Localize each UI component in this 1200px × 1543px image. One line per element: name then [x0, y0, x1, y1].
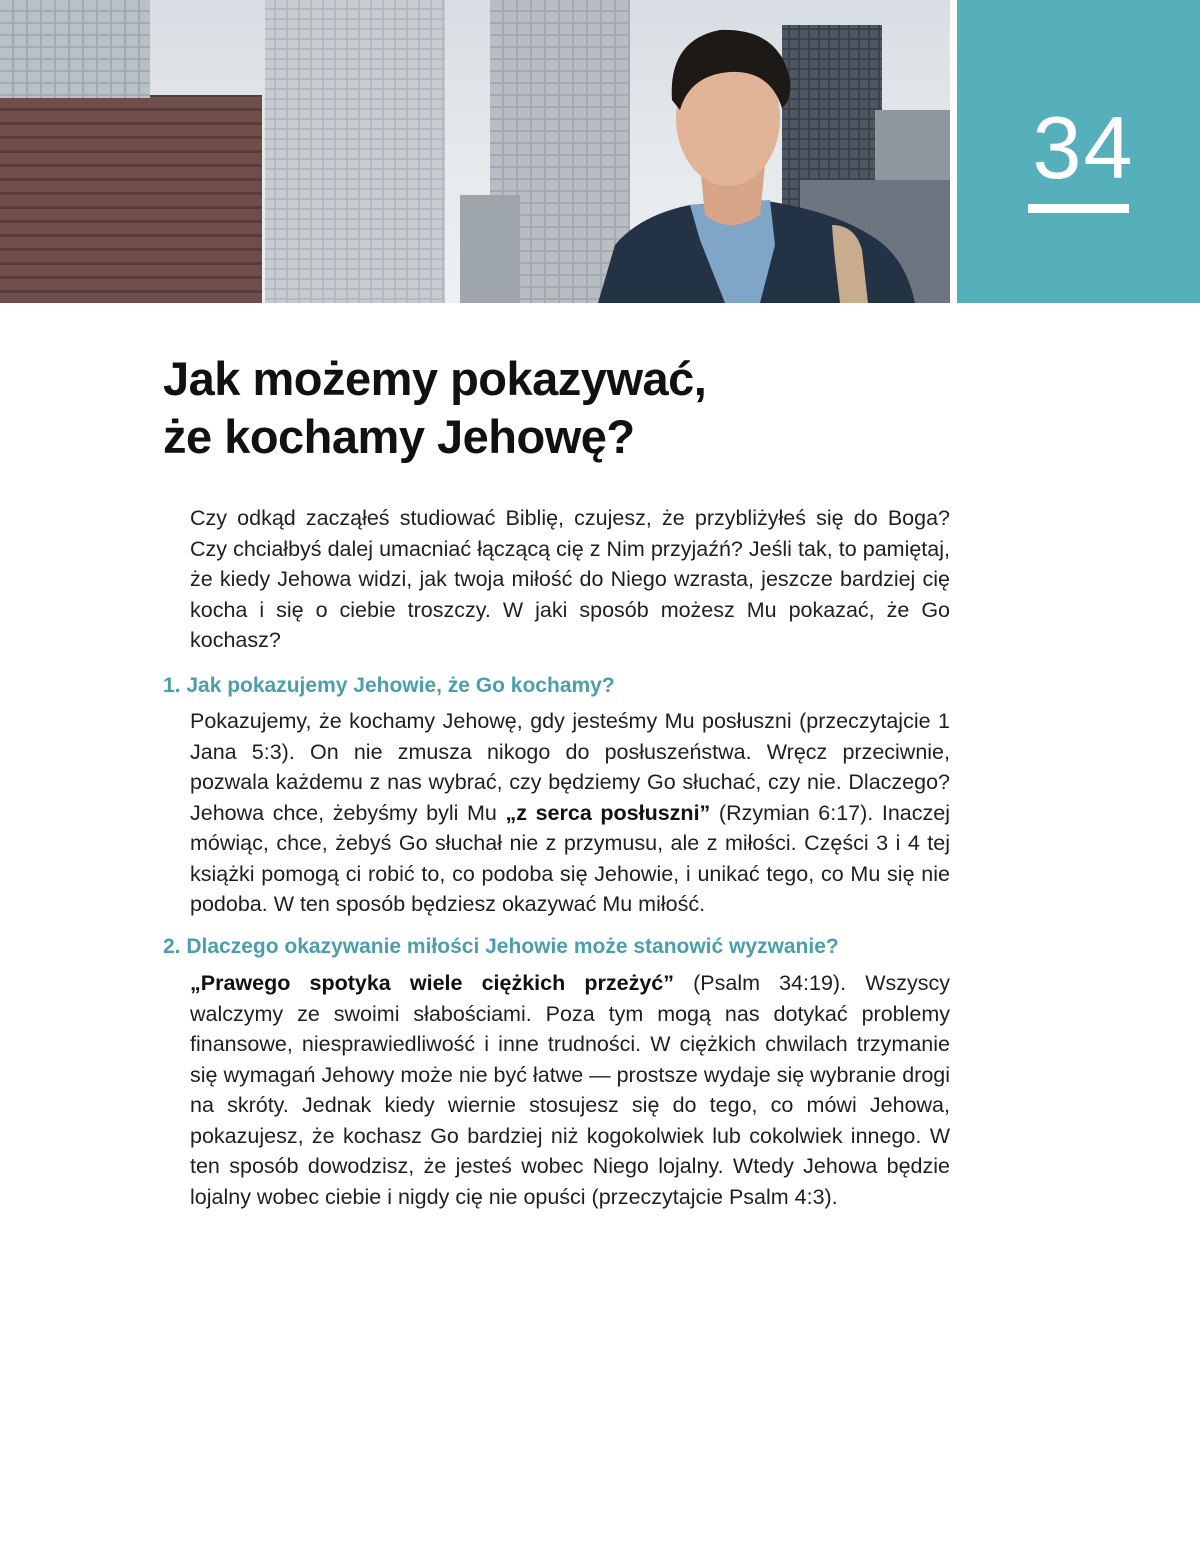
answer-2-quote: „Prawego spotyka wiele ciężkich przeżyć”	[190, 971, 674, 995]
answer-2	[190, 968, 950, 1212]
title-line-2: że kochamy Jehowę?	[163, 410, 635, 463]
answer-1-quote: „z serca posłuszni”	[505, 800, 711, 825]
header-photo	[0, 0, 950, 303]
chapter-number: 34	[1032, 98, 1135, 197]
title-line-1: Jak możemy pokazywać,	[163, 352, 707, 405]
city-skyline-illustration	[0, 0, 950, 303]
question-2: 2. Dlaczego okazywanie miłości Jehowie może stanowić wyzwanie?	[163, 935, 839, 958]
page-title	[163, 350, 943, 466]
chapter-underline	[1028, 204, 1129, 213]
answer-1	[190, 706, 950, 920]
question-1: 1. Jak pokazujemy Jehowie, że Go kochamy?	[163, 674, 615, 697]
chapter-badge	[957, 0, 1200, 303]
answer-1-text-a: Pokazujemy, że kochamy Jehowę, gdy jesteśmy Mu posłuszni (przeczytajcie 1 Jana 5:3). On nie zmusza nikogo do posłuszeństwa. Wręcz przeciwnie, pozwala każdemu z nas wybrać, czy będziemy Go słuchać, czy nie. Dlaczego? Jehowa chce, żebyśmy byli Mu	[190, 709, 950, 825]
answer-2-text: (Psalm 34:19). Wszyscy walczymy ze swoimi słabościami. Poza tym mogą nas dotykać problemy finansowe, niesprawiedliwość i inne trudności. W ciężkich chwilach trzymanie się wymagań Jehowy może nie być łatwe — prostsze wydaje się wybranie drogi na skróty. Jednak kiedy wiernie stosujesz się do tego, co mówi Jehowa, pokazujesz, że kochasz Go bardziej niż kogokolwiek lub cokolwiek innego. W ten sposób dowodzisz, że jesteś wobec Niego lojalny. Wtedy Jehowa będzie lojalny wobec ciebie i nigdy cię nie opuści (przeczytajcie Psalm 4:3).	[190, 971, 951, 1209]
answer-1-text-b: (Rzymian 6:17). Inaczej mówiąc, chce, żebyś Go słuchał nie z przymusu, ale z miłości. Części 3 i 4 tej książki pomogą ci robić to, co podoba się Jehowie, i unikać tego, co Mu się nie podoba. W ten sposób będziesz okazywać Mu miłość.	[190, 800, 951, 916]
intro-paragraph: Czy odkąd zacząłeś studiować Biblię, czujesz, że przybliżyłeś się do Boga? Czy chciałbyś dalej umacniać łączącą cię z Nim przyjaźń? Jeśli tak, to pamiętaj, że kiedy Jehowa widzi, jak twoja miłość do Niego wzrasta, jeszcze bardziej cię kocha i się o ciebie troszczy. W jaki sposób możesz Mu pokazać, że Go kochasz?	[190, 506, 950, 652]
